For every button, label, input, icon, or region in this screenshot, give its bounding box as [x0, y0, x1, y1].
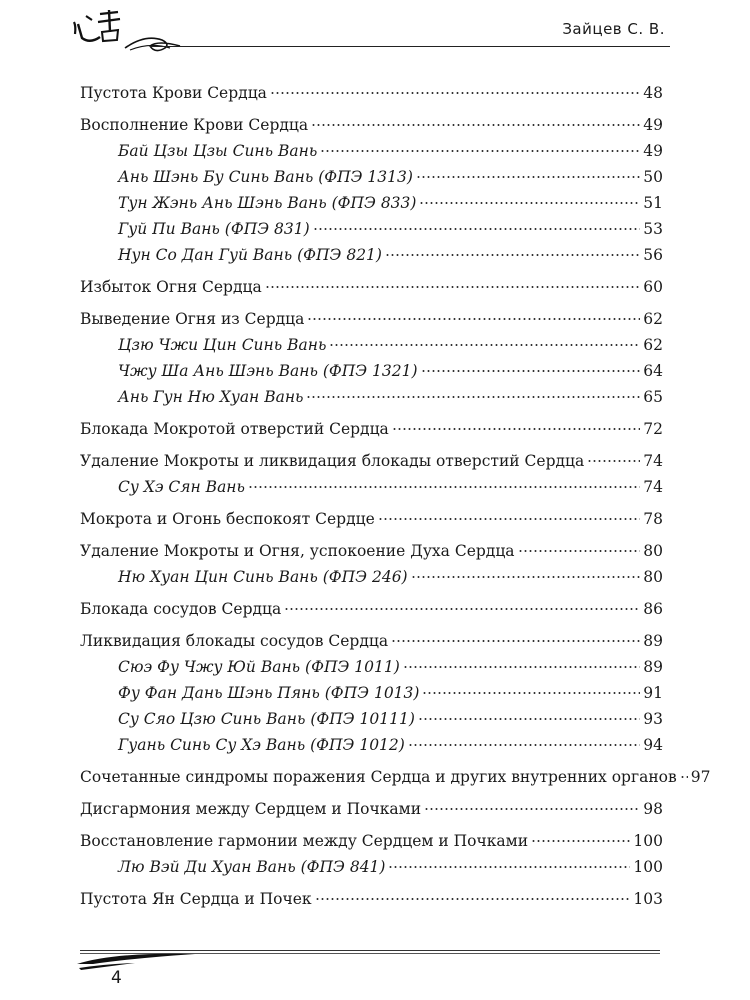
page-header	[0, 0, 750, 70]
toc-entry-title: Су Сяо Цзю Синь Вань (ФПЭ 10111)	[118, 710, 415, 728]
toc-entry	[80, 628, 663, 654]
toc-entry-title: Тун Жэнь Ань Шэнь Вань (ФПЭ 833)	[118, 194, 417, 212]
toc-entry-page: 100	[633, 832, 663, 850]
toc-entry-page: 62	[643, 310, 663, 328]
toc-entry-title: Сюэ Фу Чжу Юй Вань (ФПЭ 1011)	[118, 658, 400, 676]
toc-dot-leader	[391, 640, 640, 642]
toc-entry-title: Удаление Мокроты и Огня, успокоение Духа Сердца	[80, 542, 515, 560]
toc-dot-leader	[408, 744, 640, 746]
toc-dot-leader	[385, 254, 640, 256]
toc-entry	[80, 596, 663, 622]
toc-entry-page: 65	[643, 388, 663, 406]
toc-entry-title: Восстановление гармонии между Сердцем и Почками	[80, 832, 529, 850]
toc-entry-page: 89	[643, 658, 663, 676]
toc-dot-leader	[248, 486, 640, 488]
toc-dot-leader	[422, 692, 640, 694]
toc-entry-page: 49	[643, 116, 663, 134]
toc-entry-title: Пустота Ян Сердца и Почек	[80, 890, 312, 908]
brush-stroke-icon	[75, 952, 235, 982]
toc-entry	[80, 654, 663, 680]
toc-entry-page: 64	[643, 362, 663, 380]
toc-dot-leader	[531, 840, 630, 842]
toc-dot-leader	[284, 608, 640, 610]
toc-entry-title: Мокрота и Огонь беспокоят Сердце	[80, 510, 375, 528]
toc-entry-page: 98	[643, 800, 663, 818]
toc-dot-leader	[416, 176, 640, 178]
toc-entry-page: 72	[643, 420, 663, 438]
toc-entry	[80, 416, 663, 442]
toc-dot-leader	[421, 370, 641, 372]
toc-entry	[80, 164, 663, 190]
toc-entry	[80, 564, 663, 590]
toc-dot-leader	[306, 396, 640, 398]
toc-entry-page: 100	[633, 858, 663, 876]
toc-entry-page: 97	[690, 768, 711, 786]
toc-entry-page: 80	[643, 542, 663, 560]
toc-entry-page: 51	[643, 194, 663, 212]
toc-entry-title: Цзю Чжи Цин Синь Вань	[118, 336, 327, 354]
toc-entry-title: Су Хэ Сян Вань	[118, 478, 245, 496]
toc-dot-leader	[518, 550, 641, 552]
toc-entry-page: 48	[643, 84, 663, 102]
toc-entry	[80, 474, 663, 500]
author-name: Зайцев С. В.	[562, 20, 665, 38]
toc-entry	[80, 706, 663, 732]
toc-entry	[80, 112, 663, 138]
toc-entry-page: 50	[643, 168, 663, 186]
toc-entry	[80, 506, 663, 532]
toc-entry-title: Фу Фан Дань Шэнь Пянь (ФПЭ 1013)	[118, 684, 420, 702]
toc-entry-title: Гуй Пи Вань (ФПЭ 831)	[118, 220, 310, 238]
toc-entry-title: Блокада Мокротой отверстий Сердца	[80, 420, 389, 438]
header-divider	[150, 46, 670, 47]
toc-dot-leader	[315, 898, 631, 900]
toc-dot-leader	[419, 202, 640, 204]
toc-entry	[80, 242, 663, 268]
toc-entry-title: Ань Гун Ню Хуан Вань	[118, 388, 304, 406]
toc-dot-leader	[270, 92, 640, 94]
toc-entry-title: Лю Вэй Ди Хуан Вань (ФПЭ 841)	[118, 858, 386, 876]
toc-entry	[80, 828, 663, 854]
toc-dot-leader	[392, 428, 640, 430]
toc-entry	[80, 680, 663, 706]
toc-entry-title: Ань Шэнь Бу Синь Вань (ФПЭ 1313)	[118, 168, 413, 186]
toc-entry-title: Гуань Синь Су Хэ Вань (ФПЭ 1012)	[118, 736, 405, 754]
table-of-contents	[80, 80, 711, 912]
toc-entry-page: 80	[643, 568, 663, 586]
toc-entry-page: 78	[643, 510, 663, 528]
toc-entry-page: 60	[643, 278, 663, 296]
toc-entry-page: 56	[643, 246, 663, 264]
toc-dot-leader	[320, 150, 640, 152]
toc-entry-title: Избыток Огня Сердца	[80, 278, 262, 296]
toc-entry	[80, 190, 663, 216]
toc-entry-title: Удаление Мокроты и ликвидация блокады отверстий Сердца	[80, 452, 585, 470]
toc-entry-page: 103	[633, 890, 663, 908]
toc-entry	[80, 80, 663, 106]
footer-divider	[80, 950, 660, 951]
toc-entry-title: Сочетанные синдромы поражения Сердца и других внутренних органов	[80, 768, 677, 786]
toc-entry	[80, 796, 663, 822]
toc-dot-leader	[424, 808, 640, 810]
toc-entry-page: 86	[643, 600, 663, 618]
toc-entry-page: 74	[643, 478, 663, 496]
toc-entry-title: Дисгармония между Сердцем и Почками	[80, 800, 422, 818]
toc-entry	[80, 538, 663, 564]
toc-entry	[80, 138, 663, 164]
toc-entry-title: Бай Цзы Цзы Синь Вань	[118, 142, 318, 160]
toc-entry-title: Восполнение Крови Сердца	[80, 116, 309, 134]
toc-entry-page: 49	[643, 142, 663, 160]
toc-dot-leader	[307, 318, 640, 320]
toc-dot-leader	[403, 666, 641, 668]
toc-dot-leader	[378, 518, 640, 520]
toc-entry-page: 91	[643, 684, 663, 702]
page-number: 4	[111, 968, 122, 988]
toc-dot-leader	[329, 344, 640, 346]
toc-entry-title: Ню Хуан Цин Синь Вань (ФПЭ 246)	[118, 568, 408, 586]
calligraphy-logo-icon	[70, 4, 190, 64]
toc-entry	[80, 332, 663, 358]
toc-entry-page: 74	[643, 452, 663, 470]
toc-entry-title: Ликвидация блокады сосудов Сердца	[80, 632, 389, 650]
toc-entry	[80, 274, 663, 300]
toc-dot-leader	[313, 228, 641, 230]
toc-entry-page: 53	[643, 220, 663, 238]
toc-entry-page: 89	[643, 632, 663, 650]
toc-dot-leader	[418, 718, 640, 720]
toc-entry	[80, 764, 711, 790]
toc-entry	[80, 216, 663, 242]
toc-entry-title: Выведение Огня из Сердца	[80, 310, 305, 328]
toc-entry-title: Чжу Ша Ань Шэнь Вань (ФПЭ 1321)	[118, 362, 418, 380]
toc-dot-leader	[587, 460, 640, 462]
toc-entry-title: Нун Со Дан Гуй Вань (ФПЭ 821)	[118, 246, 382, 264]
toc-dot-leader	[411, 576, 641, 578]
toc-entry	[80, 384, 663, 410]
toc-entry	[80, 358, 663, 384]
toc-entry-title: Пустота Крови Сердца	[80, 84, 267, 102]
toc-entry-page: 94	[643, 736, 663, 754]
toc-entry	[80, 854, 663, 880]
toc-entry-page: 62	[643, 336, 663, 354]
toc-entry-page: 93	[643, 710, 663, 728]
toc-entry	[80, 732, 663, 758]
toc-entry-title: Блокада сосудов Сердца	[80, 600, 282, 618]
toc-dot-leader	[311, 124, 640, 126]
toc-entry	[80, 306, 663, 332]
toc-dot-leader	[680, 776, 688, 778]
toc-entry	[80, 886, 663, 912]
toc-entry	[80, 448, 663, 474]
toc-dot-leader	[265, 286, 641, 288]
toc-dot-leader	[388, 866, 630, 868]
